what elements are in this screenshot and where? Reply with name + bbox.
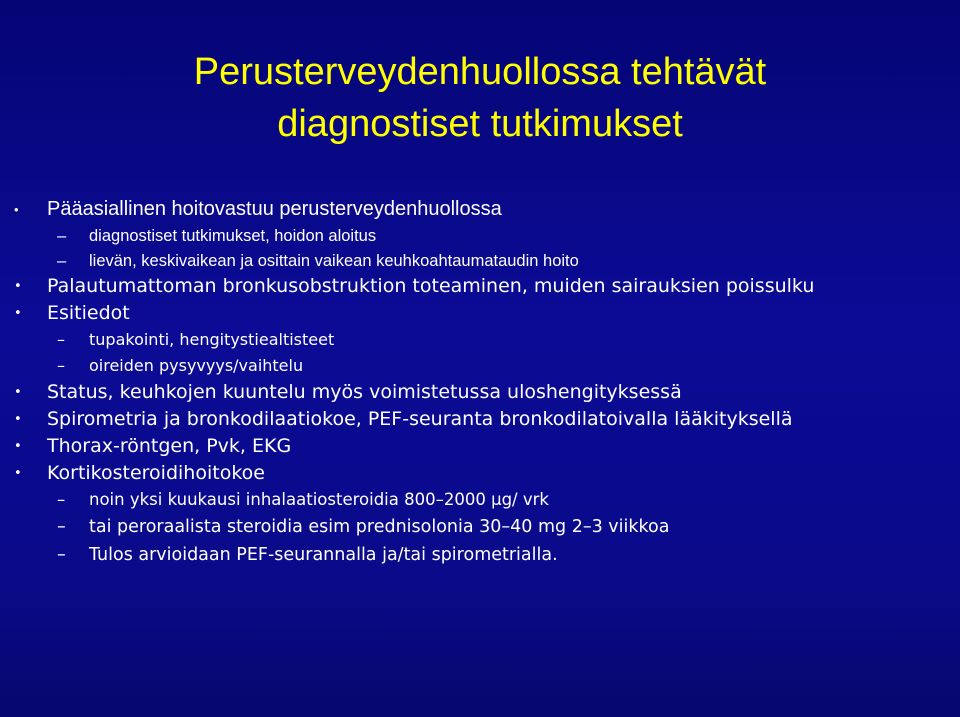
sub-list-item-text: tai peroraalista steroidia esim prednisolonia 30–40 mg 2–3 viikkoa: [89, 517, 670, 537]
list-item: [0, 460, 960, 487]
list-item-text: Status, keuhkojen kuuntelu myös voimistetussa uloshengityksessä: [47, 381, 682, 403]
dash-marker: –: [57, 517, 66, 537]
dash-marker: –: [57, 330, 65, 349]
dash-marker: –: [57, 252, 67, 270]
bullet-marker: •: [14, 412, 22, 427]
sub-list-item-text: oireiden pysyvyys/vaihtelu: [89, 356, 304, 375]
dash-marker: –: [57, 356, 65, 375]
sub-list-item-text: tupakointi, hengitystiealtisteet: [89, 330, 335, 349]
list-item: [0, 379, 960, 406]
dash-marker: –: [57, 490, 66, 509]
title-line-2: diagnostiset tutkimukset: [277, 103, 683, 145]
sub-list-item: [0, 353, 960, 379]
list-item: [0, 273, 960, 300]
list-item-text: Pääasiallinen hoitovastuu perusterveydenhuollossa: [47, 198, 502, 220]
sub-list-item: [0, 327, 960, 353]
bullet-list: [0, 196, 960, 569]
slide-title: [0, 46, 960, 150]
title-line-1: Perusterveydenhuollossa tehtävät: [193, 51, 767, 93]
sub-list-item: [0, 513, 960, 541]
bullet-marker: •: [14, 279, 22, 294]
list-item: [0, 300, 960, 327]
list-item: [0, 433, 960, 460]
list-item-text: Kortikosteroidihoitokoe: [47, 462, 265, 484]
bullet-marker: •: [14, 466, 22, 481]
list-item: [0, 196, 960, 223]
sub-list-item-text: Tulos arvioidaan PEF-seurannalla ja/tai spirometrialla.: [89, 545, 558, 565]
dash-marker: –: [57, 227, 67, 245]
sub-list-item: [0, 541, 960, 569]
sub-list-item-text: noin yksi kuukausi inhalaatiosteroidia 800–2000 µg/ vrk: [89, 490, 549, 509]
dash-marker: –: [57, 545, 66, 565]
list-item-text: Esitiedot: [47, 302, 130, 324]
bullet-marker: •: [14, 306, 22, 321]
sub-list-item: [0, 223, 960, 248]
sub-list-item: [0, 248, 960, 273]
bullet-marker: •: [14, 439, 22, 454]
bullet-marker: •: [14, 202, 19, 217]
sub-list-item-text: diagnostiset tutkimukset, hoidon aloitus: [89, 227, 377, 245]
bullet-marker: •: [14, 385, 22, 400]
list-item-text: Palautumattoman bronkusobstruktion toteaminen, muiden sairauksien poissulku: [47, 275, 815, 297]
sub-list-item: [0, 487, 960, 513]
list-item: [0, 406, 960, 433]
sub-list-item-text: lievän, keskivaikean ja osittain vaikean keuhkoahtaumataudin hoito: [89, 252, 579, 270]
list-item-text: Thorax-röntgen, Pvk, EKG: [47, 435, 292, 457]
list-item-text: Spirometria ja bronkodilaatiokoe, PEF-seuranta bronkodilatoivalla lääkityksellä: [47, 408, 793, 430]
